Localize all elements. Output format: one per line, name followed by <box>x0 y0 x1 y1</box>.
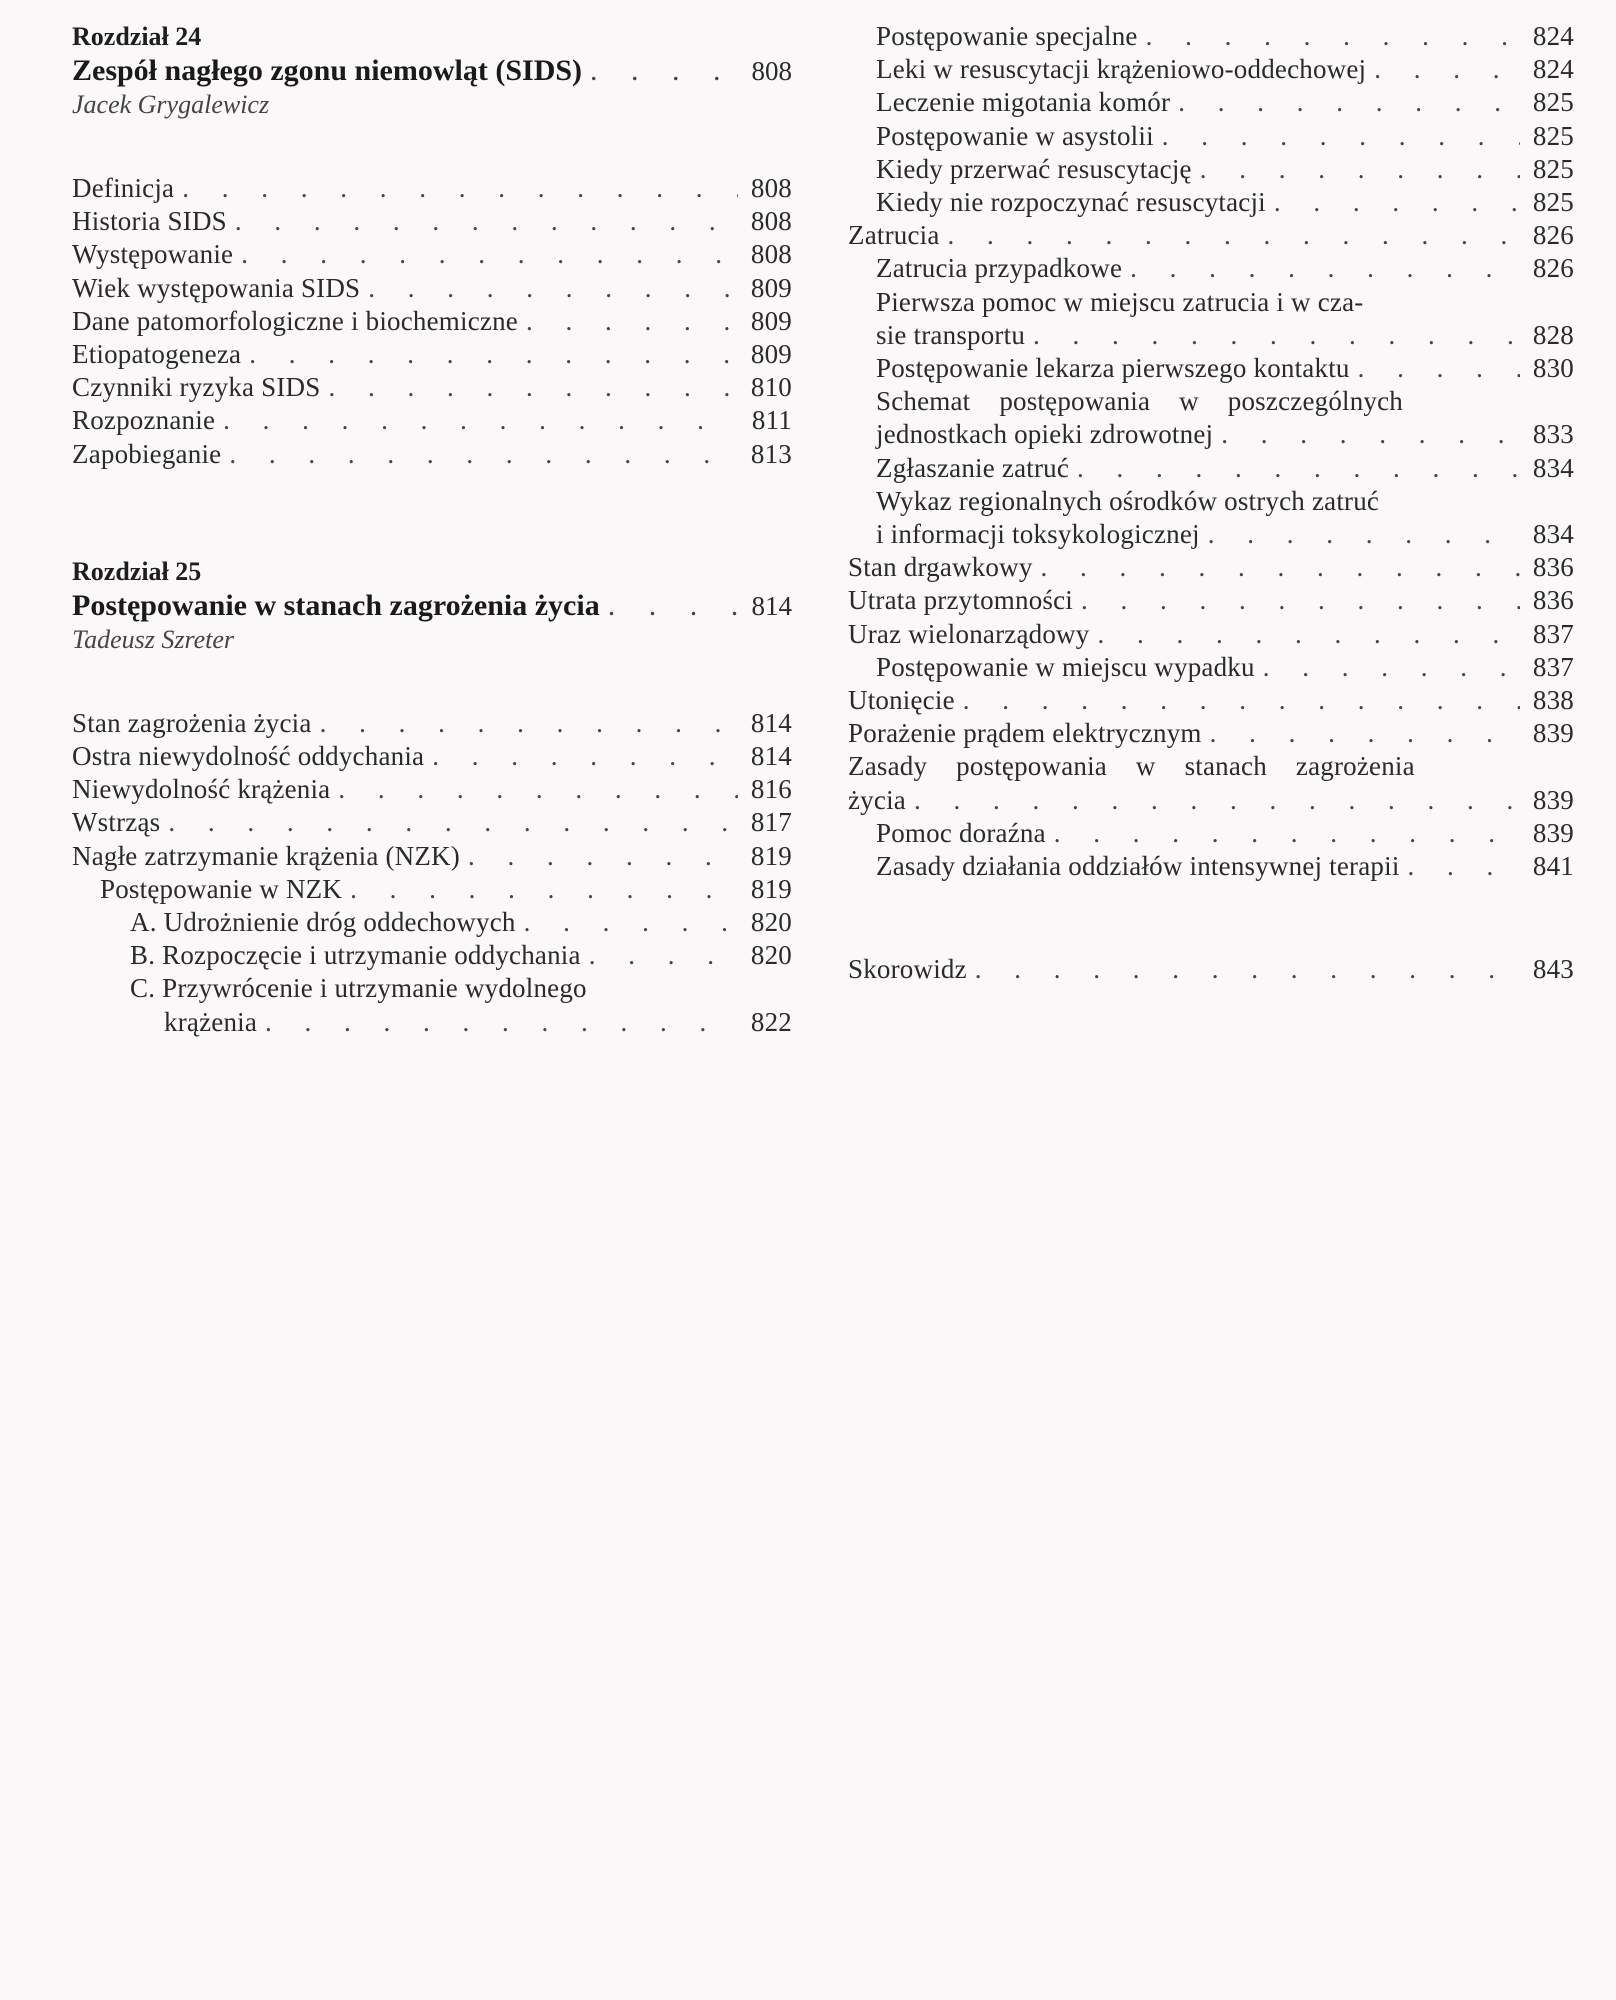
toc-entry-title: Dane patomorfologiczne i biochemiczne <box>72 305 518 336</box>
toc-entry[interactable] <box>72 205 792 238</box>
toc-entry-page: 813 <box>750 438 792 469</box>
toc-entry-page: 819 <box>750 840 792 871</box>
toc-entry-title: i informacji toksykologicznej <box>876 519 1200 550</box>
toc-entry-title: Niewydolność krążenia <box>72 774 331 805</box>
toc-subentry[interactable] <box>848 817 1574 850</box>
chapter-24-author: Jacek Grygalewicz <box>72 90 270 119</box>
toc-entry-page: 820 <box>750 907 792 938</box>
toc-entry[interactable] <box>72 272 792 305</box>
toc-entry-title: Ostra niewydolność oddychania <box>72 741 425 772</box>
toc-entry-page: 833 <box>1532 419 1574 450</box>
dot-leader <box>1210 717 1520 750</box>
toc-entry-title: Stan zagrożenia życia <box>72 707 312 738</box>
toc-entry-title: Kiedy przerwać resuscytację <box>876 153 1192 184</box>
dot-leader <box>589 939 738 972</box>
toc-entry-page: 824 <box>1532 21 1574 51</box>
dot-leader <box>1033 319 1520 352</box>
toc-subentry-continuation[interactable] <box>848 418 1574 451</box>
toc-subentry[interactable] <box>848 385 1574 418</box>
dot-leader <box>1054 817 1520 850</box>
toc-entry[interactable] <box>848 618 1574 651</box>
toc-entry-title: C. Przywrócenie i utrzymanie wydolnego <box>130 973 587 1004</box>
toc-entry-title: Definicja <box>72 173 175 203</box>
toc-entry[interactable] <box>72 371 792 404</box>
dot-leader <box>1358 352 1520 385</box>
toc-entry-title: życia <box>848 784 906 815</box>
toc-subentry[interactable] <box>848 120 1574 153</box>
dot-leader <box>963 684 1520 717</box>
dot-leader <box>223 404 738 437</box>
toc-entry-title: Utrata przytomności <box>848 585 1073 616</box>
toc-index-entry[interactable] <box>848 953 1574 986</box>
toc-entry-page: 825 <box>1532 120 1574 151</box>
toc-entry-title: Zatrucia przypadkowe <box>876 253 1123 284</box>
toc-entry-title: Zgłaszanie zatruć <box>876 452 1070 483</box>
toc-left-column <box>72 20 792 1039</box>
toc-entry-title: Rozpoznanie <box>72 405 216 436</box>
chapter-25-entries <box>72 707 792 1039</box>
toc-entry-page: 834 <box>1532 519 1574 550</box>
toc-entry[interactable] <box>72 404 792 437</box>
toc-entry[interactable] <box>72 806 792 839</box>
toc-subentry[interactable] <box>848 452 1574 485</box>
dot-leader <box>608 589 738 623</box>
toc-entry-page: 838 <box>1532 685 1574 716</box>
toc-entry-page: 814 <box>750 707 792 738</box>
dot-leader <box>1146 20 1520 53</box>
toc-entry-page: 836 <box>1532 552 1574 583</box>
dot-leader <box>168 806 738 839</box>
toc-subentry[interactable] <box>848 352 1574 385</box>
toc-entry-title: Stan drgawkowy <box>848 552 1033 583</box>
toc-entry-page: 839 <box>1532 718 1574 749</box>
toc-entry-page: 819 <box>750 873 792 904</box>
chapter-24-entries <box>72 172 792 471</box>
toc-entry-page: 839 <box>1532 784 1574 815</box>
dot-leader <box>229 438 738 471</box>
toc-entry[interactable] <box>848 584 1574 617</box>
toc-entry-title: B. Rozpoczęcie i utrzymanie oddychania <box>130 940 581 971</box>
toc-entry-page: 809 <box>750 272 792 303</box>
chapter-25-title: Postępowanie w stanach zagrożenia życia <box>72 588 600 622</box>
toc-entry-page: 826 <box>1532 220 1574 251</box>
dot-leader <box>1221 418 1520 451</box>
chapter-25-title-row[interactable] <box>72 589 792 623</box>
toc-subentry[interactable] <box>848 485 1574 518</box>
dot-leader <box>1041 551 1520 584</box>
toc-subentry[interactable] <box>72 939 792 972</box>
toc-subentry[interactable] <box>848 252 1574 285</box>
toc-subentry[interactable] <box>848 153 1574 186</box>
toc-entry-title: Postępowanie lekarza pierwszego kontaktu <box>876 353 1350 384</box>
toc-entry-page: 830 <box>1532 353 1574 384</box>
toc-entry-title: A. Udrożnienie dróg oddechowych <box>130 907 516 938</box>
toc-entry-title: Uraz wielonarządowy <box>848 618 1090 649</box>
dot-leader <box>1200 153 1520 186</box>
dot-leader <box>1162 120 1520 153</box>
toc-subentry[interactable] <box>848 53 1574 86</box>
toc-entry-page: 825 <box>1532 153 1574 184</box>
chapter-25-label: Rozdział 25 <box>72 556 202 586</box>
chapter-25-entries-cont <box>848 20 1574 883</box>
dot-leader <box>1077 452 1520 485</box>
toc-entry[interactable] <box>72 238 792 271</box>
toc-entry-title: krążenia <box>164 1006 258 1037</box>
chapter-25-page: 814 <box>751 590 792 621</box>
toc-entry-title: Postępowanie w asystolii <box>876 120 1154 151</box>
toc-entry-title: Zapobieganie <box>72 438 222 469</box>
toc-entry-title: Czynniki ryzyka SIDS <box>72 372 321 403</box>
dot-leader <box>948 219 1520 252</box>
toc-entry[interactable] <box>848 684 1574 717</box>
toc-entry-page: 825 <box>1532 87 1574 118</box>
toc-entry-page: 824 <box>1532 54 1574 85</box>
dot-leader <box>338 773 738 806</box>
dot-leader <box>182 172 738 205</box>
toc-subentry[interactable] <box>848 651 1574 684</box>
toc-entry-page: 810 <box>750 372 792 403</box>
toc-entry-title: Zasady działania oddziałów intensywnej terapii <box>876 851 1400 882</box>
toc-entry-continuation[interactable] <box>848 784 1574 817</box>
toc-entry-page: 820 <box>750 940 792 971</box>
toc-subentry[interactable] <box>72 972 792 1005</box>
dot-leader <box>590 54 738 88</box>
toc-entry-page: 839 <box>1532 817 1574 848</box>
toc-entry-title: Kiedy nie rozpoczynać resuscytacji <box>876 187 1266 218</box>
chapter-24-title-row[interactable] <box>72 54 792 88</box>
toc-entry-page: 822 <box>750 1006 792 1037</box>
toc-entry-title: Postępowanie w NZK <box>100 873 343 904</box>
dot-leader <box>249 338 738 371</box>
toc-subentry[interactable] <box>72 873 792 906</box>
index-page: 843 <box>1532 954 1574 985</box>
toc-subentry[interactable] <box>848 186 1574 219</box>
dot-leader <box>1130 252 1520 285</box>
toc-entry-page: 826 <box>1532 253 1574 284</box>
toc-entry-title: Leczenie migotania komór <box>876 87 1171 118</box>
toc-entry-title: Zasady postępowania w stanach zagrożenia <box>848 751 1415 782</box>
toc-entry-page: 808 <box>750 206 792 237</box>
toc-entry-page: 841 <box>1532 851 1574 882</box>
toc-subentry[interactable] <box>848 20 1574 53</box>
chapter-25-author: Tadeusz Szreter <box>72 624 235 654</box>
chapter-24-page: 808 <box>751 56 792 86</box>
toc-subentry[interactable] <box>72 906 792 939</box>
toc-entry-page: 834 <box>1532 452 1574 483</box>
toc-entry[interactable] <box>72 438 792 471</box>
toc-entry-page: 808 <box>750 239 792 270</box>
toc-entry[interactable] <box>848 717 1574 750</box>
dot-leader <box>524 906 738 939</box>
toc-entry-title: Występowanie <box>72 239 234 270</box>
toc-subentry-continuation[interactable] <box>72 1006 792 1039</box>
dot-leader <box>1263 651 1520 684</box>
toc-entry-title: Nagłe zatrzymanie krążenia (NZK) <box>72 840 460 871</box>
dot-leader <box>350 873 738 906</box>
toc-entry[interactable] <box>848 219 1574 252</box>
toc-entry-title: jednostkach opieki zdrowotnej <box>876 419 1214 450</box>
dot-leader <box>526 305 738 338</box>
toc-right-column <box>848 20 1574 986</box>
index-title: Skorowidz <box>848 954 967 985</box>
dot-leader <box>328 371 738 404</box>
dot-leader <box>1274 186 1520 219</box>
toc-entry-title: Schemat postępowania w poszczególnych <box>876 386 1404 417</box>
dot-leader <box>432 740 738 773</box>
toc-entry-page: 816 <box>750 774 792 805</box>
toc-entry-page: 837 <box>1532 651 1574 682</box>
toc-entry-page: 837 <box>1532 618 1574 649</box>
dot-leader <box>320 707 738 740</box>
dot-leader <box>1374 53 1520 86</box>
toc-entry[interactable] <box>848 551 1574 584</box>
toc-entry[interactable] <box>72 740 792 773</box>
dot-leader <box>235 205 738 238</box>
dot-leader <box>241 238 738 271</box>
toc-entry-title: Leki w resuscytacji krążeniowo-oddechowej <box>876 54 1367 85</box>
toc-entry[interactable] <box>72 707 792 740</box>
toc-entry[interactable] <box>72 840 792 873</box>
toc-entry-title: Wiek występowania SIDS <box>72 272 361 303</box>
toc-entry-title: Pierwsza pomoc w miejscu zatrucia i w cza- <box>876 286 1364 317</box>
dot-leader <box>1097 618 1520 651</box>
toc-entry-page: 811 <box>751 405 792 436</box>
toc-entry-page: 817 <box>750 807 792 838</box>
dot-leader <box>1178 86 1520 119</box>
dot-leader <box>1208 518 1520 551</box>
toc-entry-title: Wykaz regionalnych ośrodków ostrych zatruć <box>876 485 1380 516</box>
toc-entry-page: 814 <box>750 741 792 772</box>
toc-entry-title: Historia SIDS <box>72 206 227 237</box>
toc-entry-page: 828 <box>1532 319 1574 350</box>
toc-entry-page: 809 <box>750 305 792 336</box>
dot-leader <box>975 953 1520 986</box>
dot-leader <box>368 272 738 305</box>
toc-subentry[interactable] <box>848 850 1574 883</box>
toc-subentry[interactable] <box>848 86 1574 119</box>
dot-leader <box>468 840 738 873</box>
toc-entry-title: Utonięcie <box>848 685 955 716</box>
toc-subentry-continuation[interactable] <box>848 319 1574 352</box>
dot-leader <box>1408 850 1520 883</box>
toc-entry-title: Porażenie prądem elektrycznym <box>848 718 1202 749</box>
dot-leader <box>265 1006 738 1039</box>
toc-entry[interactable] <box>72 338 792 371</box>
toc-entry-title: Pomoc doraźna <box>876 817 1046 848</box>
dot-leader <box>1081 584 1520 617</box>
chapter-24-label: Rozdział 24 <box>72 22 202 51</box>
toc-entry[interactable] <box>72 305 792 338</box>
dot-leader <box>914 784 1520 817</box>
toc-entry-title: Zatrucia <box>848 220 940 251</box>
toc-entry-page: 808 <box>750 173 792 203</box>
toc-entry-title: sie transportu <box>876 319 1026 350</box>
toc-subentry-continuation[interactable] <box>848 518 1574 551</box>
toc-entry-title: Wstrząs <box>72 807 161 838</box>
toc-entry-page: 825 <box>1532 187 1574 218</box>
toc-entry[interactable] <box>72 773 792 806</box>
toc-entry[interactable] <box>848 750 1574 783</box>
toc-entry-title: Postępowanie w miejscu wypadku <box>876 651 1255 682</box>
toc-entry-page: 836 <box>1532 585 1574 616</box>
toc-subentry[interactable] <box>848 286 1574 319</box>
toc-entry-title: Etiopatogeneza <box>72 339 242 370</box>
toc-entry-page: 809 <box>750 339 792 370</box>
toc-entry[interactable] <box>72 172 792 205</box>
chapter-24-title: Zespół nagłego zgonu niemowląt (SIDS) <box>72 54 583 87</box>
toc-entry-title: Postępowanie specjalne <box>876 21 1138 51</box>
